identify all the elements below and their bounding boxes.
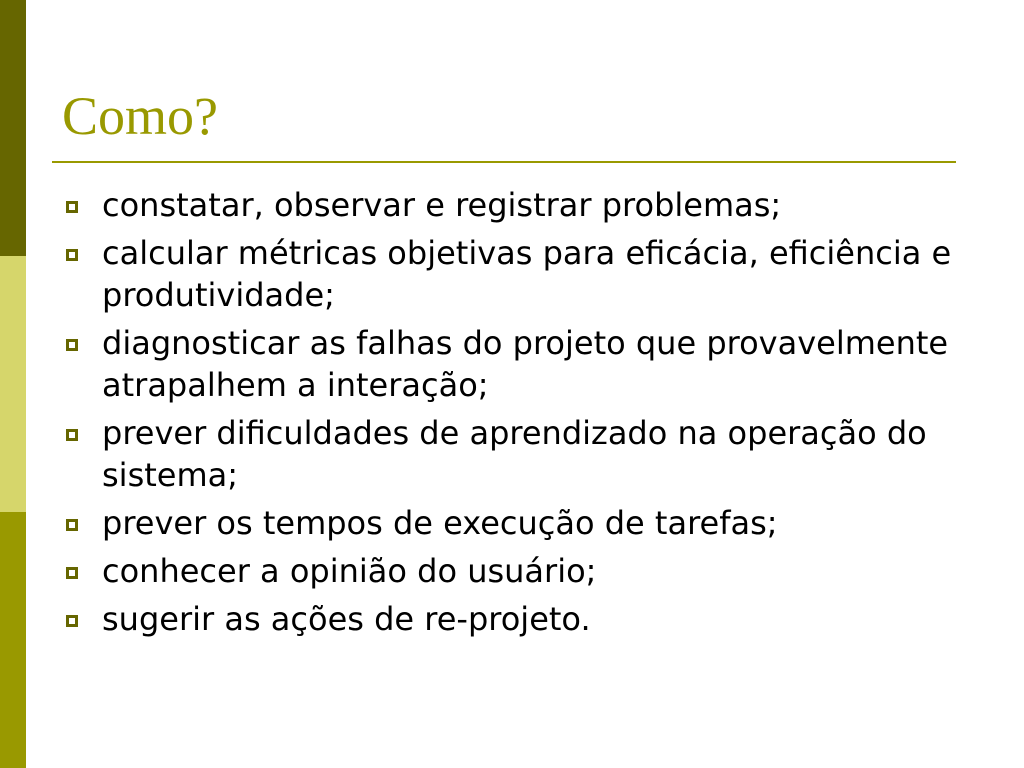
bullet-text: constatar, observar e registrar problemas; bbox=[102, 186, 782, 224]
bullet-text: prever dificuldades de aprendizado na operação do sistema; bbox=[102, 414, 927, 494]
hollow-square-icon bbox=[66, 519, 78, 531]
hollow-square-icon bbox=[66, 249, 78, 261]
side-bar-bottom bbox=[0, 512, 26, 768]
bullet-item bbox=[62, 232, 962, 316]
bullet-list bbox=[62, 184, 962, 646]
slide-title: Como? bbox=[62, 86, 218, 146]
hollow-square-icon bbox=[66, 201, 78, 213]
bullet-item bbox=[62, 502, 962, 544]
hollow-square-icon bbox=[66, 615, 78, 627]
side-bar-top bbox=[0, 0, 26, 256]
hollow-square-icon bbox=[66, 567, 78, 579]
bullet-text: prever os tempos de execução de tarefas; bbox=[102, 504, 778, 542]
bullet-item bbox=[62, 322, 962, 406]
bullet-item bbox=[62, 184, 962, 226]
side-bar-middle bbox=[0, 256, 26, 512]
title-underline bbox=[52, 161, 956, 163]
bullet-text: sugerir as ações de re-projeto. bbox=[102, 600, 591, 638]
bullet-text: diagnosticar as falhas do projeto que provavelmente atrapalhem a interação; bbox=[102, 324, 949, 404]
bullet-text: conhecer a opinião do usuário; bbox=[102, 552, 597, 590]
bullet-text: calcular métricas objetivas para eficácia, eficiência e produtividade; bbox=[102, 234, 952, 314]
hollow-square-icon bbox=[66, 429, 78, 441]
bullet-item bbox=[62, 598, 962, 640]
bullet-item bbox=[62, 412, 962, 496]
bullet-item bbox=[62, 550, 962, 592]
hollow-square-icon bbox=[66, 339, 78, 351]
